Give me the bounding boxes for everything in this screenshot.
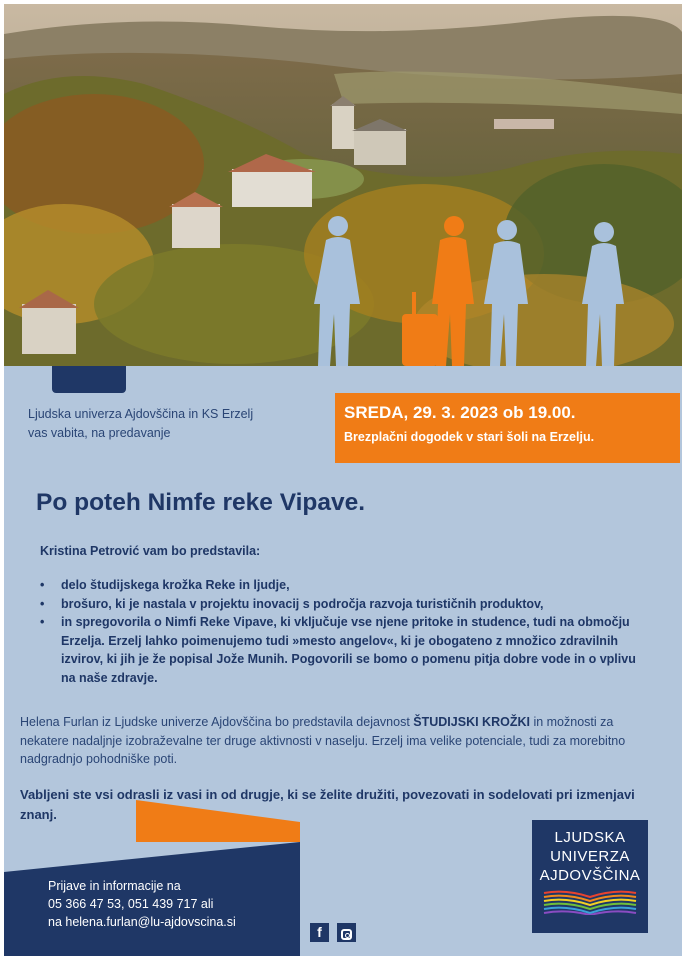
paragraph-helena: [20, 713, 638, 769]
intro-line-2: vas vabita, na predavanje: [28, 426, 171, 440]
intro-line-1: Ljudska univerza Ajdovščina in KS Erzelj: [28, 407, 254, 421]
intro-text: [28, 405, 328, 443]
list-item: • delo študijskega krožka Reke in ljudje,: [40, 576, 640, 595]
aerial-village-photo: [4, 4, 682, 366]
logo-line-3: AJDOVŠČINA: [539, 867, 641, 884]
event-place: Brezplačni dogodek v stari šoli na Erzelju.: [344, 430, 595, 444]
ljudska-univerza-logo: [532, 820, 648, 933]
paragraph-helena-end: in možnosti za nekatere nadaljnje izobraževalne ter druge aktivnosti v naselju. Erzelj ima velike potenciale, tudi za morebitno nadgradnjo pohodniške poti.: [20, 715, 626, 766]
logo-line-2: UNIVERZA: [550, 848, 630, 865]
list-item: • in spregovorila o Nimfi Reke Vipave, ki vključuje vse njene pritoke in studence, tudi na območju Erzelja. Erzelj lahko poimenujemo tudi »mesto angelov«, ki je obogateno z množico zdravilnih izvirov, ki jih je že popisal Jože Munih. Pogovorili se bomo o pomenu pitja dobre vode in o vplivu na naše zdravje.: [40, 613, 640, 687]
logo-line-1: LJUDSKA: [554, 829, 626, 846]
navy-tab-decoration: [52, 366, 126, 393]
contact-line-1: Prijave in informacije na: [48, 879, 181, 893]
studijski-krozki-label: ŠTUDIJSKI KROŽKI: [413, 715, 530, 729]
invitation-paragraph: Vabljeni ste vsi odrasli iz vasi in od drugje, ki se želite družiti, povezovati in sodelovati pri izmenjavi znanj.: [20, 787, 635, 822]
page-title: Po poteh Nimfe reke Vipave.: [36, 489, 366, 516]
contact-phones: 05 366 47 53, 051 439 717 ali: [48, 897, 214, 911]
presenter-line: Kristina Petrović vam bo predstavila:: [40, 544, 261, 558]
list-item: • brošuro, ki je nastala v projektu inovacij s področja razvoja turističnih produktov,: [40, 595, 640, 614]
facebook-icon[interactable]: f: [310, 923, 329, 942]
event-box: [335, 393, 680, 463]
open-book-icon: [542, 889, 638, 915]
contact-info: [48, 877, 236, 931]
event-date: SREDA, 29. 3. 2023 ob 19.00.: [344, 403, 576, 422]
contact-email[interactable]: na helena.furlan@lu-ajdovscina.si: [48, 915, 236, 929]
paragraph-helena-start: Helena Furlan iz Ljudske univerze Ajdovščina bo predstavila dejavnost: [20, 715, 414, 729]
bullet-list: [40, 576, 640, 687]
instagram-icon[interactable]: [337, 923, 356, 942]
